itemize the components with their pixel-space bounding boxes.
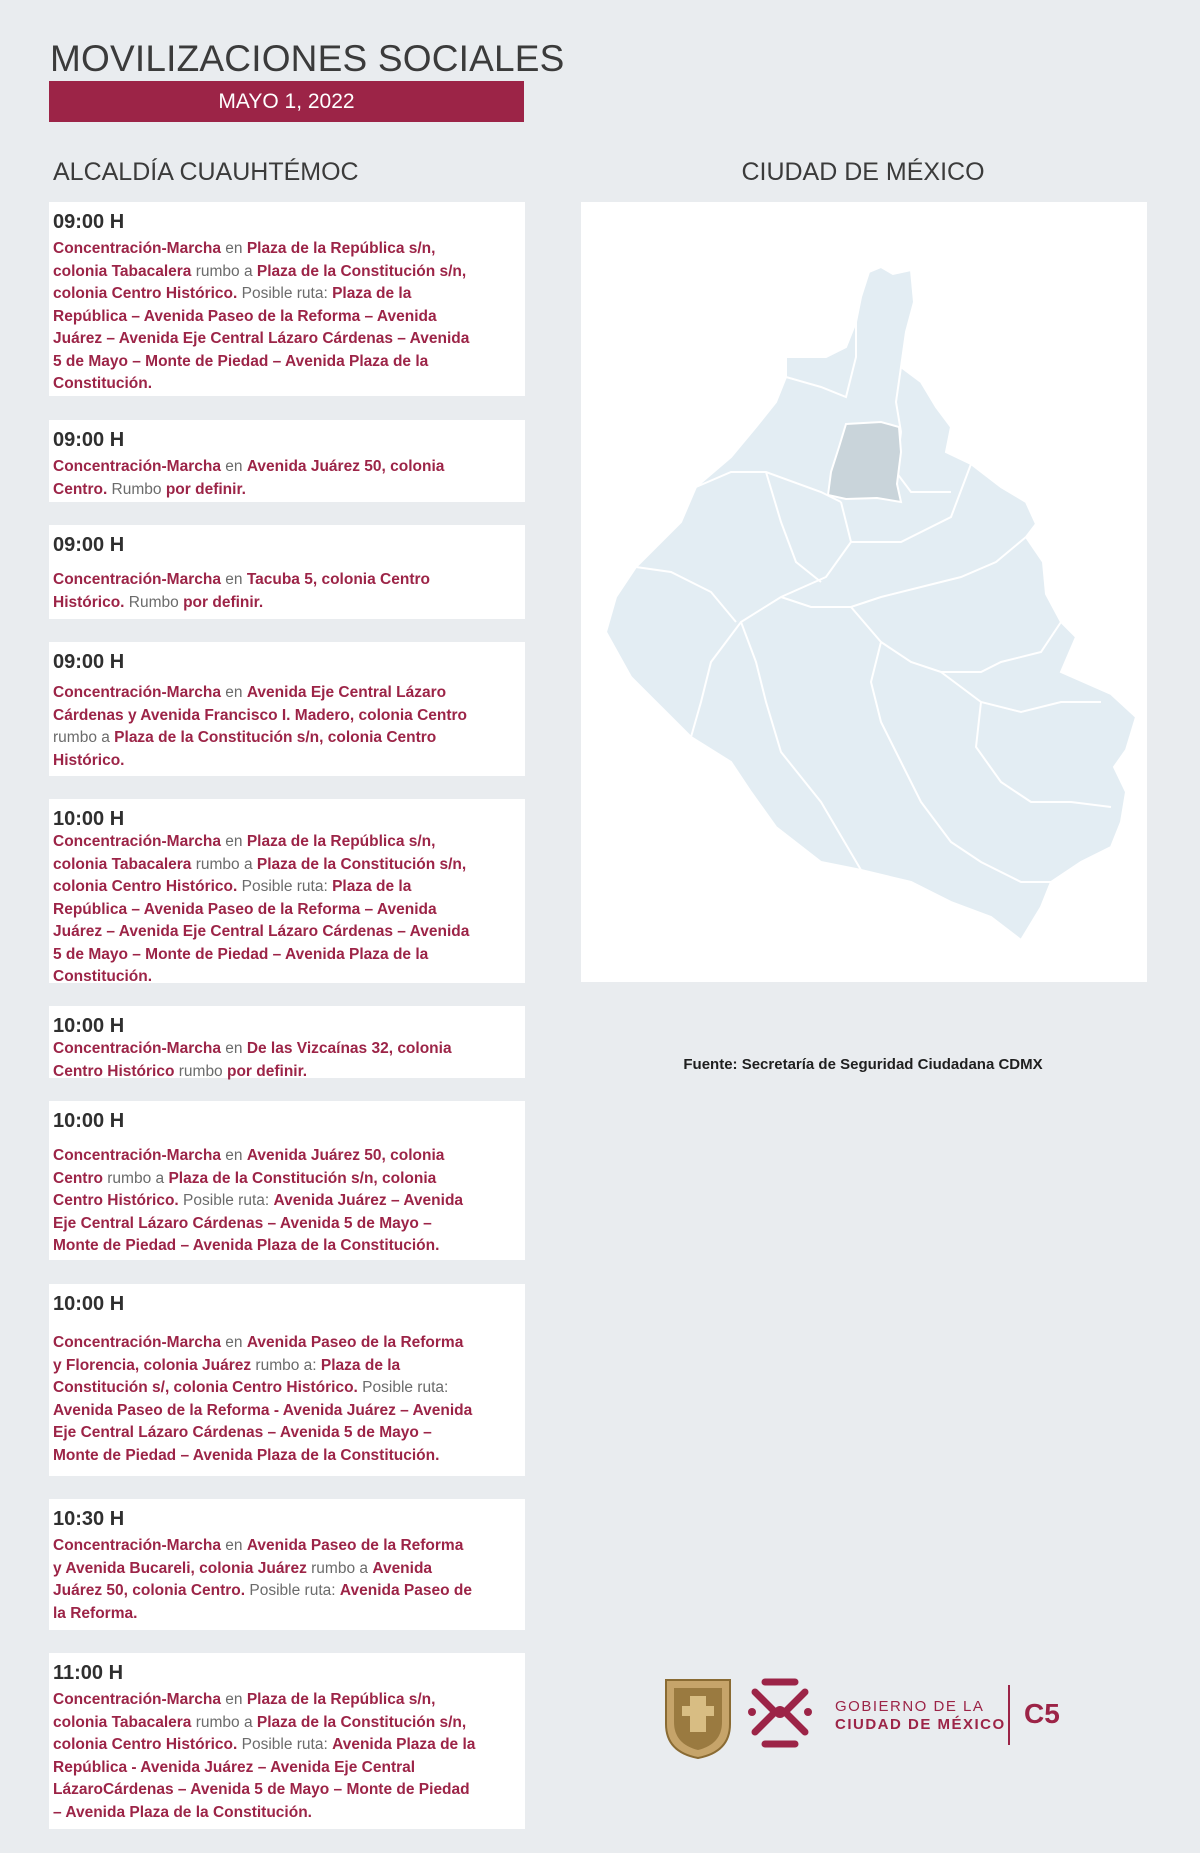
highlight-text: Plaza de la [320,1356,401,1374]
event-description [53,569,521,614]
event-time: 09:00 H [53,651,125,673]
description-line [53,1445,521,1468]
highlight-text: colonia Tabacalera [53,262,192,280]
highlight-text: Plaza de la República s/n, [246,1691,436,1708]
map-heading: CIUDAD DE MÉXICO [741,158,985,186]
plain-text: rumbo a [191,1713,257,1731]
plain-text: rumbo a [191,855,257,873]
highlight-text: Concentración-Marcha [53,571,221,588]
highlight-text: por definir. [165,480,246,498]
cdmx-map-graphic [581,202,1147,982]
event-time: 10:00 H [53,1293,125,1315]
highlight-text: Concentración-Marcha [53,684,221,701]
highlight-text: Avenida [372,1559,433,1577]
description-line [53,1235,521,1258]
description-line [53,1168,521,1191]
highlight-text: Histórico. [53,593,125,611]
event-card [49,525,525,619]
plain-text: Posible ruta: [237,1736,333,1753]
plain-text: Posible ruta: [237,285,333,302]
highlight-text: Centro [53,1169,103,1187]
section-heading-alcaldia: ALCALDÍA CUAUHTÉMOC [53,158,359,186]
highlight-text: Concentración-Marcha [53,1691,221,1708]
description-line [53,1355,521,1378]
event-description [53,238,521,396]
event-time: 10:30 H [53,1508,125,1530]
highlight-text: Constitución. [53,968,153,985]
description-line [53,854,521,877]
event-time: 10:00 H [53,808,125,830]
highlight-text: Juárez 50, colonia Centro. [53,1582,246,1599]
highlight-text: Concentración-Marcha [53,1537,221,1554]
plain-text: rumbo a [191,262,257,280]
cdmx-map [581,202,1147,982]
event-description [53,1689,521,1824]
plain-text: en [220,833,247,850]
highlight-text: Centro Histórico [53,1062,175,1080]
event-time: 09:00 H [53,534,125,556]
highlight-text: la Reforma. [53,1604,138,1622]
description-line [53,1558,521,1581]
event-card [49,1101,525,1260]
plain-text: Rumbo [124,593,184,611]
plain-text: en [220,571,247,588]
description-line [53,283,521,306]
highlight-text: Avenida Eje Central Lázaro [246,684,447,701]
highlight-text: Plaza de la [332,878,412,895]
plain-text: rumbo a [102,1169,169,1187]
description-line [53,750,521,773]
event-card [49,420,525,502]
logo-divider [1008,1685,1010,1745]
plain-text: en [220,1147,247,1164]
highlight-text: Plaza de la Constitución s/n, colonia Centro [114,729,437,746]
plain-text: en [220,684,247,701]
government-line-1: GOBIERNO DE LA [835,1698,985,1715]
highlight-text: colonia Centro Histórico. [53,285,238,302]
plain-text: en [220,458,247,475]
plain-text: Posible ruta: [237,878,333,895]
description-line [53,682,521,705]
highlight-text: Avenida Juárez 50, colonia [246,458,445,475]
event-time: 09:00 H [53,211,125,233]
description-line [53,592,521,615]
event-time: 10:00 H [53,1015,125,1037]
highlight-text: colonia Centro Histórico. [53,878,238,895]
date-banner [49,81,524,122]
description-line [53,1213,521,1236]
description-line [53,1603,521,1626]
highlight-text: Avenida Paseo de la Reforma [246,1334,464,1351]
event-description [53,456,521,501]
highlight-text: Eje Central Lázaro Cárdenas – Avenida 5 de Mayo – [53,1214,432,1232]
description-line [53,1145,521,1168]
highlight-text: Juárez – Avenida Eje Central Lázaro Cárdenas – Avenida [53,330,470,347]
highlight-text: colonia Centro Histórico. [53,1736,238,1753]
description-line [53,569,521,592]
highlight-text: República – Avenida Paseo de la Reforma – Avenida [53,307,437,325]
event-description [53,1038,521,1083]
highlight-text: Centro. [53,480,108,498]
event-description [53,1332,521,1467]
highlight-text: Avenida Paseo de la Reforma - Avenida Juárez – Avenida [53,1401,473,1419]
highlight-text: Monte de Piedad – Avenida Plaza de la Constitución. [53,1237,440,1254]
highlight-text: colonia Tabacalera [53,855,192,873]
event-card [49,1653,525,1829]
highlight-text: 5 de Mayo – Monte de Piedad – Avenida Plaza de la [53,352,429,370]
plain-text: rumbo a: [251,1356,321,1374]
highlight-text: Plaza de la República s/n, [246,240,436,257]
highlight-text: Histórico. [53,751,125,769]
description-line [53,944,521,967]
source-note: Fuente: Secretaría de Seguridad Ciudadana CDMX [683,1056,1043,1073]
description-line [53,899,521,922]
highlight-text: y Florencia, colonia Juárez [53,1356,252,1374]
description-line [53,306,521,329]
plain-text: en [220,240,247,257]
highlight-text: – Avenida Plaza de la Constitución. [53,1803,312,1821]
description-line [53,1535,521,1558]
highlight-text: Concentración-Marcha [53,1334,221,1351]
event-card [49,799,525,983]
page-title: MOVILIZACIONES SOCIALES [50,38,565,79]
description-line [53,351,521,374]
highlight-text: Plaza de la República s/n, [246,833,436,850]
description-line [53,479,521,502]
event-description [53,1535,521,1625]
highlight-text: Cárdenas y Avenida Francisco I. Madero, colonia Centro [53,706,468,724]
description-line [53,966,521,989]
description-line [53,1580,521,1603]
highlight-text: Concentración-Marcha [53,458,221,475]
description-line [53,1332,521,1355]
description-line [53,261,521,284]
cdmx-emblem-icon [748,1682,812,1744]
highlight-text: Plaza de la Constitución s/n, [256,1713,467,1731]
highlight-text: República – Avenida Paseo de la Reforma – Avenida [53,900,437,918]
plain-text: rumbo [174,1062,227,1080]
plain-text: rumbo a [53,729,115,746]
highlight-text: LázaroCárdenas – Avenida 5 de Mayo – Monte de Piedad [53,1781,470,1798]
highlight-text: Avenida Paseo de la Reforma [246,1537,464,1554]
highlight-text: Avenida Juárez 50, colonia [246,1147,445,1164]
highlight-text: Plaza de la [332,285,412,302]
description-line [53,1422,521,1445]
highlight-text: Constitución. [53,375,153,392]
plain-text: Posible ruta: [178,1192,274,1209]
highlight-text: Concentración-Marcha [53,1040,221,1057]
government-name [835,1698,1006,1734]
highlight-text: República - Avenida Juárez – Avenida Eje Central [53,1758,416,1776]
description-line [53,373,521,396]
description-line [53,238,521,261]
description-line [53,921,521,944]
city-outline [606,267,1136,940]
highlight-text: Avenida Paseo de [339,1582,472,1599]
coat-of-arms-icon [666,1680,730,1758]
description-line [53,1802,521,1825]
highlight-text: Eje Central Lázaro Cárdenas – Avenida 5 de Mayo – [53,1424,432,1441]
description-line [53,1712,521,1735]
plain-text: en [220,1691,247,1708]
event-time: 10:00 H [53,1110,125,1132]
event-card [49,1006,525,1078]
c5-logo: C5 [1024,1698,1060,1729]
description-line [53,1377,521,1400]
description-line [53,705,521,728]
highlight-text: 5 de Mayo – Monte de Piedad – Avenida Plaza de la [53,945,429,963]
description-line [53,1689,521,1712]
plain-text: en [220,1040,247,1057]
plain-text: Rumbo [107,480,166,498]
event-card [49,1284,525,1476]
description-line [53,1038,521,1061]
event-card [49,1499,525,1630]
plain-text: en [220,1334,247,1351]
description-line [53,1061,521,1084]
highlight-text: Concentración-Marcha [53,833,221,850]
plain-text: en [220,1537,247,1554]
description-line [53,876,521,899]
plain-text: Posible ruta: [245,1582,340,1599]
event-description [53,682,521,772]
highlight-text: Avenida Plaza de la [332,1736,476,1753]
event-description [53,831,521,989]
highlight-text: colonia Tabacalera [53,1713,192,1731]
highlight-text: Concentración-Marcha [53,240,221,257]
highlight-text: Plaza de la Constitución s/n, colonia [168,1169,437,1187]
highlight-text: y Avenida Bucareli, colonia Juárez [53,1559,307,1577]
plain-text: Posible ruta: [357,1379,449,1396]
highlight-text: Tacuba 5, colonia Centro [246,571,430,588]
date-text: MAYO 1, 2022 [218,89,355,113]
event-card [49,642,525,776]
description-line [53,1734,521,1757]
highlight-text: De las Vizcaínas 32, colonia [246,1040,452,1057]
description-line [53,456,521,479]
description-line [53,727,521,750]
description-line [53,1779,521,1802]
event-card [49,202,525,396]
highlight-text: Constitución s/, colonia Centro Histórico. [53,1379,358,1396]
highlight-text: Plaza de la Constitución s/n, [256,855,467,873]
description-line [53,831,521,854]
description-line [53,1757,521,1780]
description-line [53,1400,521,1423]
government-line-2: CIUDAD DE MÉXICO [835,1716,1006,1733]
highlight-text: Concentración-Marcha [53,1147,221,1164]
description-line [53,1190,521,1213]
highlight-text: por definir. [227,1062,308,1080]
highlight-text: Avenida Juárez – Avenida [273,1192,464,1209]
plain-text: rumbo a [306,1559,373,1577]
highlight-text: Centro Histórico. [53,1192,179,1209]
event-time: 09:00 H [53,429,125,451]
highlight-text: Juárez – Avenida Eje Central Lázaro Cárdenas – Avenida [53,923,470,940]
event-time: 11:00 H [53,1662,124,1684]
description-line [53,328,521,351]
highlight-text: Plaza de la Constitución s/n, [256,262,467,280]
highlight-text: Monte de Piedad – Avenida Plaza de la Constitución. [53,1446,440,1464]
event-description [53,1145,521,1258]
highlight-text: por definir. [183,593,264,611]
